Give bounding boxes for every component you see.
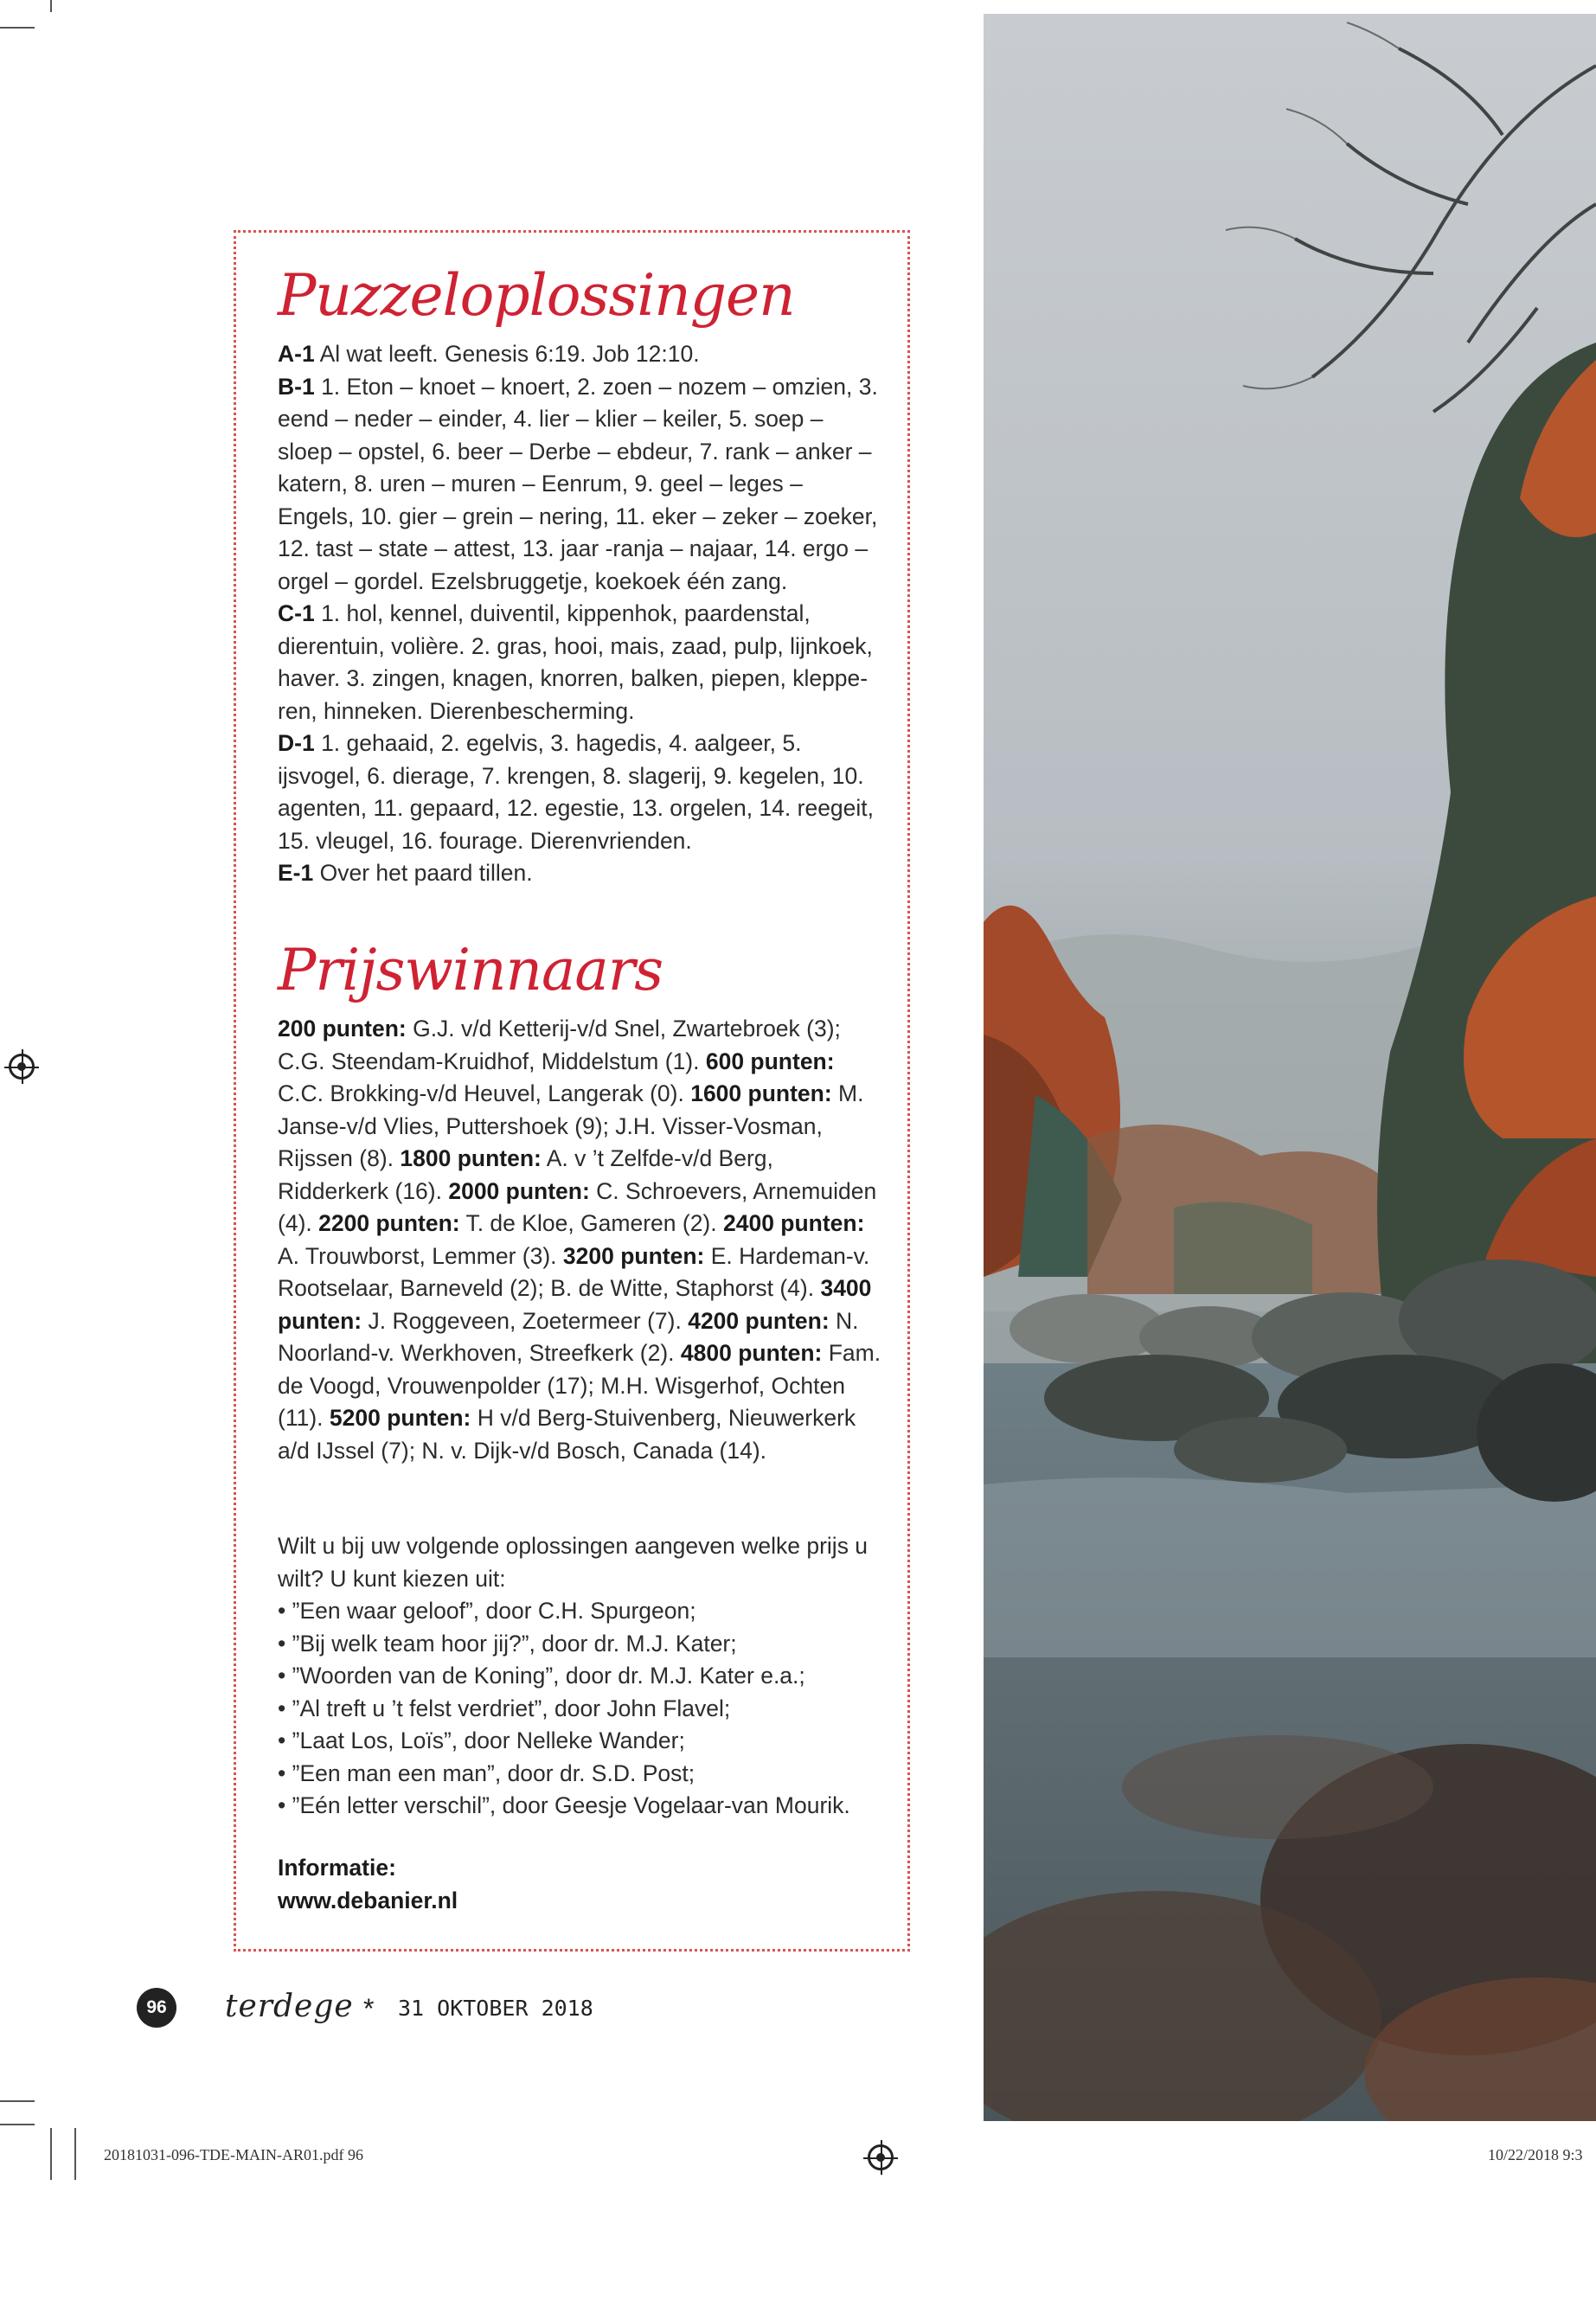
winner-names: J. Roggeveen, Zoetermeer (7). [362, 1307, 689, 1334]
autumn-river-photo [984, 14, 1596, 2121]
winner-names: A. v ’t Zelfde-v/d Berg, Ridderkerk (16). [278, 1145, 773, 1204]
winner-names: M. Janse-v/d Vlies, Puttershoek (9); J.H. Visser-Vosman, Rijssen (8). [278, 1080, 864, 1171]
solution-label: D-1 [278, 730, 315, 756]
list-item: • ”Eén letter verschil”, door Geesje Vogelaar-van Mourik. [278, 1790, 883, 1823]
winner-names: C.C. Brokking-v/d Heuvel, Langerak (0). [278, 1080, 691, 1106]
winner-names: A. Trouwborst, Lemmer (3). [278, 1242, 563, 1269]
list-item: • ”Laat Los, Loïs”, door Nelleke Wander; [278, 1725, 883, 1758]
registration-mark-icon [9, 1054, 35, 1080]
prize-intro-text: Wilt u bij uw volgende oplossingen aangeven welke prijs u wilt? U kunt kiezen uit: [278, 1533, 869, 1592]
solution-label: B-1 [278, 373, 315, 400]
solution-text: 1. hol, kennel, duiventil, kippenhok, paardenstal, dierentuin, volière. 2. gras, hooi, mais, zaad, pulp, lijnkoek, haver. 3. zingen, knagen, knorren, balken, piepen, klepperen, hinneken. Dierenbescherming. [278, 600, 873, 724]
winner-points: 3400 punten: [278, 1275, 872, 1334]
list-item: • ”Een waar geloof”, door C.H. Spurgeon; [278, 1595, 883, 1628]
winner-names: Fam. de Voogd, Vrouwenpolder (17); M.H. Wisgerhof, Ochten (11). [278, 1340, 881, 1431]
print-slug-file: 20181031-096-TDE-MAIN-AR01.pdf 96 [104, 2146, 363, 2163]
info-label: Informatie: [278, 1855, 396, 1881]
info-block [278, 1852, 883, 1917]
puzzle-solutions-box [234, 230, 910, 1952]
winners-heading: Prijswinnaars [278, 937, 663, 1003]
prize-list [278, 1595, 883, 1823]
solution-text: Al wat leeft. Genesis 6:19. Job 12:10. [314, 341, 700, 367]
list-item: • ”Woorden van de Koning”, door dr. M.J. Kater e.a.; [278, 1660, 883, 1693]
winners-text [278, 1013, 883, 1467]
winner-points: 5200 punten: [329, 1405, 471, 1431]
solution-item [278, 598, 883, 727]
winner-points: 1600 punten: [690, 1080, 832, 1106]
trim-mark [74, 2128, 76, 2180]
winner-points: 200 punten: [278, 1016, 407, 1042]
winner-points: 600 punten: [705, 1048, 835, 1074]
prize-section [278, 1530, 883, 1823]
solution-item [278, 371, 883, 599]
list-item: • ”Een man een man”, door dr. S.D. Post; [278, 1758, 883, 1791]
winner-points: 2000 punten: [448, 1177, 590, 1204]
trim-mark [50, 0, 52, 12]
winner-names: C. Schroevers, Arnemuiden (4). [278, 1177, 877, 1236]
winner-points: 2200 punten: [318, 1210, 460, 1236]
winner-names: H v/d Berg-Stuivenberg, Nieuwerkerk a/d IJssel (7); N. v. Dijk-v/d Bosch, Canada (14). [278, 1405, 856, 1464]
winner-names: T. de Kloe, Gameren (2). [459, 1210, 723, 1236]
page-number: 96 [137, 1988, 176, 2028]
winner-points: 1800 punten: [400, 1145, 542, 1171]
trim-mark [0, 2124, 35, 2125]
winner-points: 4800 punten: [680, 1340, 823, 1366]
solution-item [278, 857, 883, 890]
solution-label: A-1 [278, 341, 315, 367]
winner-points: 4200 punten: [688, 1307, 830, 1334]
solutions-text [278, 338, 883, 890]
list-item: • ”Al treft u ’t felst verdriet”, door John Flavel; [278, 1693, 883, 1726]
solution-text: Over het paard tillen. [313, 860, 533, 886]
solution-text: 1. gehaaid, 2. egelvis, 3. hagedis, 4. aalgeer, 5. ijsvogel, 6. dierage, 7. krengen, 8. slagerij, 9. kegelen, 10. agenten, 11. gepaard, 12. egestie, 13. orgelen, 14. reegeit, 15. vleugel, 16. fourage. Dierenvrienden. [278, 730, 875, 854]
solution-label: E-1 [278, 860, 314, 886]
winner-names: G.J. v/d Ketterij-v/d Snel, Zwartebroek (3); C.G. Steendam-Kruidhof, Middelstum (1). [278, 1016, 841, 1074]
solution-text: 1. Eton – knoet – knoert, 2. zoen – nozem – omzien, 3. eend – neder – einder, 4. lier – klier – keiler, 5. soep – sloep – opstel, 6. beer – Derbe – ebdeur, 7. rank – anker – katern, 8. uren – muren – Eenrum, 9. geel – leges – Engels, 10. gier – grein – nering, 11. eker – zeker – zoeker, 12. tast – state – attest, 13. jaar -ranja – najaar, 14. ergo – orgel – gordel. Ezelsbruggetje, koekoek één zang. [278, 373, 878, 594]
winner-points: 2400 punten: [722, 1210, 865, 1236]
info-url-link[interactable]: www.debanier.nl [278, 1887, 458, 1913]
trim-mark [0, 2100, 35, 2102]
issue-date: 31 OKTOBER 2018 [398, 1996, 593, 2021]
winner-names: N. Noorland-v. Werkhoven, Streefkerk (2). [278, 1307, 859, 1366]
solutions-heading: Puzzeloplossingen [278, 262, 795, 329]
winner-names: E. Hardeman-v. Rootselaar, Barneveld (2); B. de Witte, Staphorst (4). [278, 1242, 870, 1301]
winner-points: 3200 punten: [562, 1242, 705, 1269]
trim-mark [0, 27, 35, 29]
solution-item [278, 727, 883, 857]
list-item: • ”Bij welk team hoor jij?”, door dr. M.J. Kater; [278, 1628, 883, 1661]
solution-item [278, 338, 883, 371]
print-slug-date: 10/22/2018 9:3 [1488, 2146, 1583, 2163]
trim-mark [50, 2128, 52, 2180]
asterisk-icon: * [363, 1993, 375, 2024]
magazine-logo: terdege [225, 1989, 354, 2024]
solution-label: C-1 [278, 600, 315, 626]
registration-mark-icon [868, 2144, 894, 2170]
